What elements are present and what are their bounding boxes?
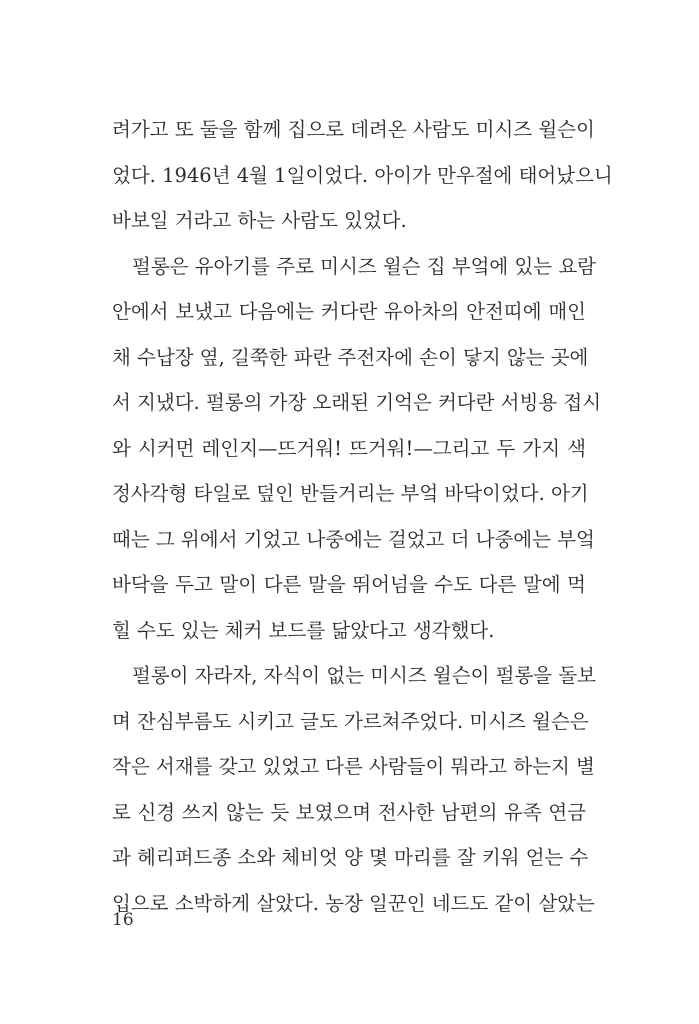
text-line: 과 헤리퍼드종 소와 체비엇 양 몇 마리를 잘 키워 얻는 수 (112, 846, 589, 869)
text-line: 와 시커먼 레인지—뜨거워! 뜨거워!—그리고 두 가지 색 (112, 436, 586, 460)
text-line: 며 잔심부름도 시키고 글도 가르쳐주었다. 미시즈 윌슨은 (112, 709, 589, 733)
text-line: 펄롱이 자라자, 자식이 없는 미시즈 윌슨이 펄롱을 돌보 (132, 664, 597, 687)
text-line: 려가고 또 둘을 함께 집으로 데려온 사람도 미시즈 윌슨이 (112, 118, 595, 141)
body-text (112, 112, 613, 931)
text-line: 정사각형 타일로 덮인 반들거리는 부엌 바닥이었다. 아기 (112, 482, 589, 505)
text-line: 로 신경 쓰지 않는 듯 보였으며 전사한 남편의 유족 연금 (112, 800, 586, 824)
text-line: 힐 수도 있는 체커 보드를 닮았다고 생각했다. (112, 618, 495, 642)
text-line: 었다. 1946년 4월 1일이었다. 아이가 만우절에 태어났으니 (112, 163, 613, 187)
text-line: 바보일 거라고 하는 사람도 있었다. (112, 209, 407, 232)
text-line: 때는 그 위에서 기었고 나중에는 걸었고 더 나중에는 부엌 (112, 527, 595, 551)
page-number: 16 (112, 910, 134, 930)
text-line: 안에서 보냈고 다음에는 커다란 유아차의 안전띠에 매인 (112, 300, 586, 323)
text-line: 채 수납장 옆, 길쭉한 파란 주전자에 손이 닿지 않는 곳에 (112, 345, 589, 369)
text-line: 작은 서재를 갖고 있었고 다른 사람들이 뭐라고 하는지 별 (112, 755, 595, 778)
text-line: 서 지냈다. 펄롱의 가장 오래된 기억은 커다란 서빙용 접시 (112, 391, 602, 414)
text-line: 펄롱은 유아기를 주로 미시즈 윌슨 집 부엌에 있는 요람 (132, 254, 597, 278)
text-line: 바닥을 두고 말이 다른 말을 뛰어넘을 수도 다른 말에 먹 (112, 573, 586, 596)
text-line: 입으로 소박하게 살았다. 농장 일꾼인 네드도 같이 살았는 (112, 891, 595, 915)
